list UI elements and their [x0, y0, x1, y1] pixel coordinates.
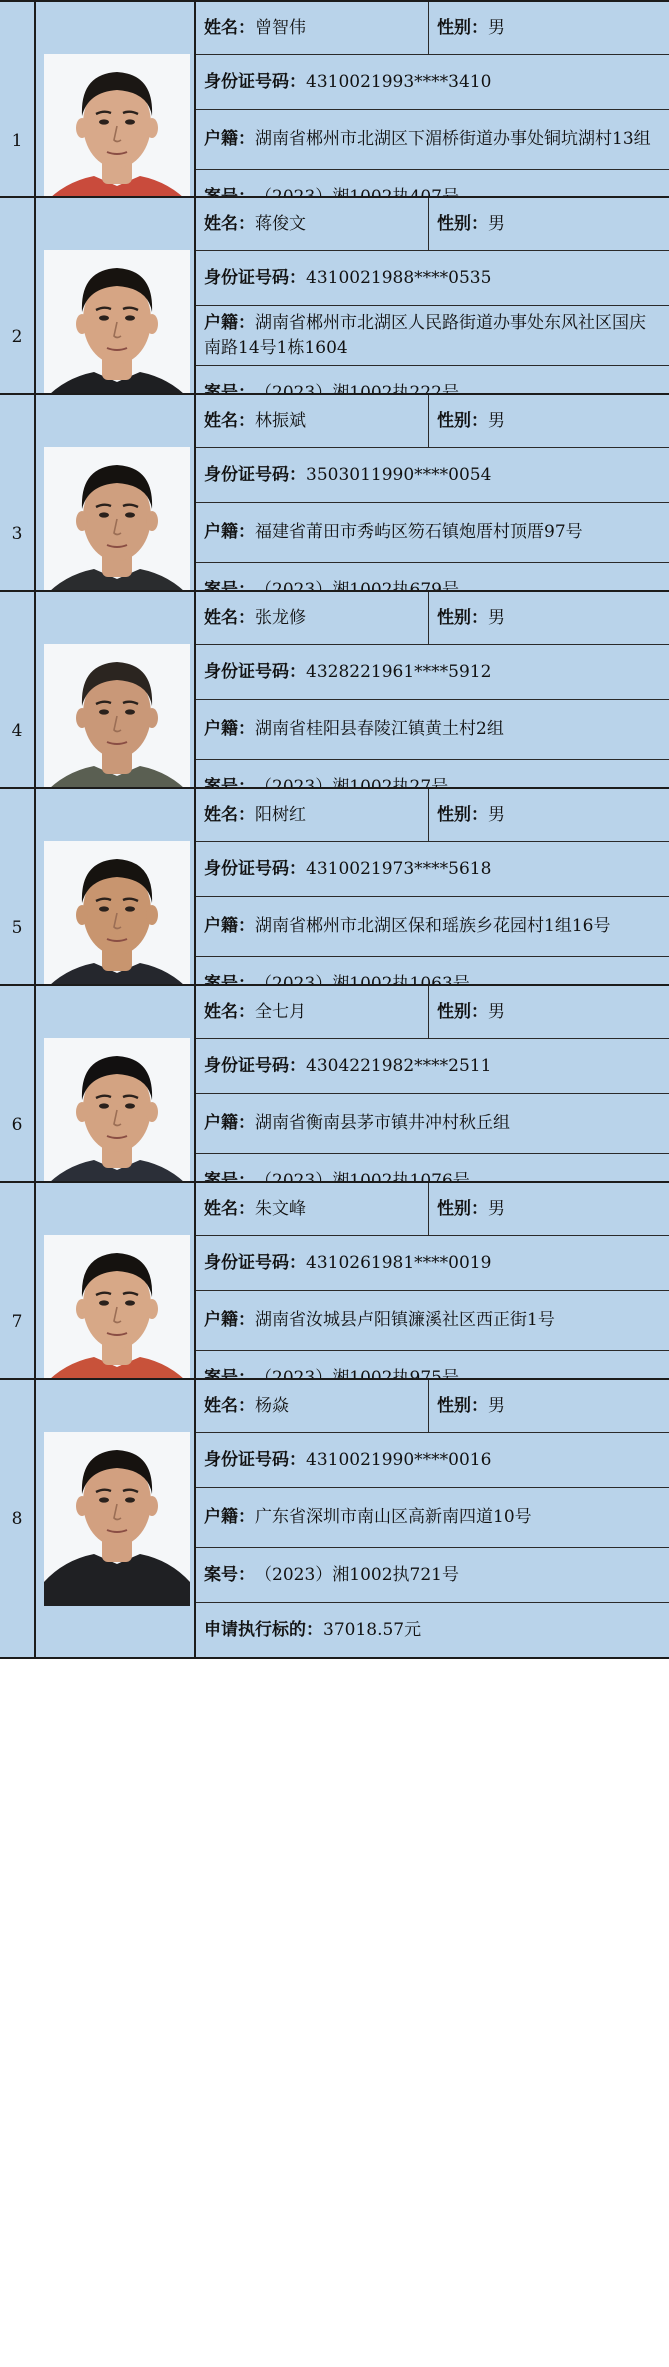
- address-text: [204, 717, 659, 742]
- gender-label: 性别：: [437, 607, 488, 628]
- address-text: [204, 520, 659, 545]
- gender-value: 男: [488, 1198, 505, 1219]
- id-row: [196, 842, 669, 897]
- gender-field: [429, 395, 669, 447]
- case-row: [196, 1548, 669, 1603]
- person-record: [0, 1378, 669, 1659]
- id-row: [196, 1433, 669, 1488]
- address-label: 户籍：: [204, 719, 255, 739]
- id-row: [196, 55, 669, 110]
- amount-row: [196, 1603, 669, 1657]
- id-row: [196, 1039, 669, 1094]
- address-label: 户籍：: [204, 1113, 255, 1133]
- gender-value: 男: [488, 17, 505, 38]
- amount-label: 申请执行标的：: [204, 1619, 323, 1640]
- id-label: 身份证号码：: [204, 661, 306, 682]
- record-index: 3: [11, 523, 23, 544]
- name-label: 姓名：: [204, 1001, 255, 1022]
- name-value: 阳树红: [255, 804, 306, 825]
- gender-label: 性别：: [437, 804, 488, 825]
- id-value: 4310261981****0019: [306, 1252, 492, 1273]
- gender-field: [429, 198, 669, 250]
- name-gender-row: [196, 198, 669, 251]
- name-gender-row: [196, 986, 669, 1039]
- gender-field: [429, 986, 669, 1038]
- gender-label: 性别：: [437, 1001, 488, 1022]
- name-value: 蒋俊文: [255, 213, 306, 234]
- name-label: 姓名：: [204, 1198, 255, 1219]
- gender-value: 男: [488, 213, 505, 234]
- gender-field: [429, 2, 669, 54]
- case-label: 案号：: [204, 1564, 255, 1585]
- id-value: 4310021973****5618: [306, 858, 492, 879]
- id-value: 4328221961****5912: [306, 661, 492, 682]
- record-index: 1: [11, 130, 23, 151]
- photo-cell: [36, 1380, 196, 1657]
- address-row: [196, 503, 669, 563]
- address-row: [196, 897, 669, 957]
- id-value: 4310021990****0016: [306, 1449, 492, 1470]
- address-row: [196, 306, 669, 366]
- id-row: [196, 251, 669, 306]
- name-field: [196, 789, 429, 841]
- address-value: 湖南省郴州市北湖区保和瑶族乡花园村1组16号: [255, 916, 611, 936]
- name-field: [196, 198, 429, 250]
- id-label: 身份证号码：: [204, 267, 306, 288]
- address-text: [204, 311, 659, 361]
- record-index: 6: [11, 1114, 23, 1135]
- name-gender-row: [196, 592, 669, 645]
- gender-value: 男: [488, 1001, 505, 1022]
- address-value: 广东省深圳市南山区高新南四道10号: [255, 1507, 532, 1527]
- record-number: [0, 1380, 36, 1657]
- name-value: 全七月: [255, 1001, 306, 1022]
- portrait-icon: [44, 1432, 190, 1606]
- id-label: 身份证号码：: [204, 1055, 306, 1076]
- id-label: 身份证号码：: [204, 71, 306, 92]
- id-value: 4304221982****2511: [306, 1055, 492, 1076]
- gender-value: 男: [488, 410, 505, 431]
- address-row: [196, 110, 669, 170]
- id-value: 4310021993****3410: [306, 71, 492, 92]
- address-value: 福建省莆田市秀屿区笏石镇炮厝村顶厝97号: [255, 522, 583, 542]
- name-value: 朱文峰: [255, 1198, 306, 1219]
- address-value: 湖南省郴州市北湖区人民路街道办事处东风社区国庆南路14号1栋1604: [204, 312, 646, 358]
- name-field: [196, 395, 429, 447]
- info-cell: [196, 1380, 669, 1657]
- id-value: 3503011990****0054: [306, 464, 492, 485]
- name-gender-row: [196, 395, 669, 448]
- record-index: 8: [11, 1508, 23, 1529]
- address-label: 户籍：: [204, 522, 255, 542]
- address-text: [204, 914, 659, 939]
- address-text: [204, 1308, 659, 1333]
- record-index: 5: [11, 917, 23, 938]
- address-text: [204, 127, 659, 152]
- person-photo: [44, 1432, 190, 1606]
- address-label: 户籍：: [204, 1310, 255, 1330]
- gender-label: 性别：: [437, 213, 488, 234]
- gender-label: 性别：: [437, 410, 488, 431]
- gender-label: 性别：: [437, 1198, 488, 1219]
- address-row: [196, 1291, 669, 1351]
- address-label: 户籍：: [204, 1507, 255, 1527]
- address-value: 湖南省桂阳县春陵江镇黄土村2组: [255, 719, 504, 739]
- name-field: [196, 592, 429, 644]
- amount-value: 37018.57元: [323, 1619, 422, 1640]
- record-index: 4: [11, 720, 23, 741]
- case-value: （2023）湘1002执721号: [255, 1564, 459, 1585]
- id-row: [196, 1236, 669, 1291]
- id-label: 身份证号码：: [204, 1449, 306, 1470]
- id-value: 4310021988****0535: [306, 267, 492, 288]
- gender-field: [429, 789, 669, 841]
- name-gender-row: [196, 2, 669, 55]
- address-value: 湖南省汝城县卢阳镇濂溪社区西正街1号: [255, 1310, 555, 1330]
- id-row: [196, 448, 669, 503]
- gender-label: 性别：: [437, 17, 488, 38]
- record-index: 2: [11, 326, 23, 347]
- gender-field: [429, 1380, 669, 1432]
- address-label: 户籍：: [204, 129, 255, 149]
- name-field: [196, 986, 429, 1038]
- name-value: 杨焱: [255, 1395, 289, 1416]
- name-label: 姓名：: [204, 1395, 255, 1416]
- name-value: 曾智伟: [255, 17, 306, 38]
- address-label: 户籍：: [204, 916, 255, 936]
- address-row: [196, 1094, 669, 1154]
- id-label: 身份证号码：: [204, 464, 306, 485]
- gender-value: 男: [488, 804, 505, 825]
- name-field: [196, 2, 429, 54]
- name-label: 姓名：: [204, 410, 255, 431]
- address-value: 湖南省衡南县茅市镇井冲村秋丘组: [255, 1113, 510, 1133]
- address-text: [204, 1111, 659, 1136]
- name-field: [196, 1380, 429, 1432]
- gender-value: 男: [488, 1395, 505, 1416]
- address-row: [196, 1488, 669, 1548]
- address-row: [196, 700, 669, 760]
- name-label: 姓名：: [204, 607, 255, 628]
- address-label: 户籍：: [204, 312, 255, 333]
- name-label: 姓名：: [204, 213, 255, 234]
- gender-label: 性别：: [437, 1395, 488, 1416]
- name-value: 林振斌: [255, 410, 306, 431]
- name-gender-row: [196, 1380, 669, 1433]
- name-gender-row: [196, 1183, 669, 1236]
- id-label: 身份证号码：: [204, 858, 306, 879]
- name-field: [196, 1183, 429, 1235]
- name-value: 张龙修: [255, 607, 306, 628]
- gender-value: 男: [488, 607, 505, 628]
- name-label: 姓名：: [204, 804, 255, 825]
- record-index: 7: [11, 1311, 23, 1332]
- gender-field: [429, 592, 669, 644]
- name-gender-row: [196, 789, 669, 842]
- gender-field: [429, 1183, 669, 1235]
- id-row: [196, 645, 669, 700]
- address-text: [204, 1505, 659, 1530]
- address-value: 湖南省郴州市北湖区下湄桥街道办事处铜坑湖村13组: [255, 129, 651, 149]
- id-label: 身份证号码：: [204, 1252, 306, 1273]
- name-label: 姓名：: [204, 17, 255, 38]
